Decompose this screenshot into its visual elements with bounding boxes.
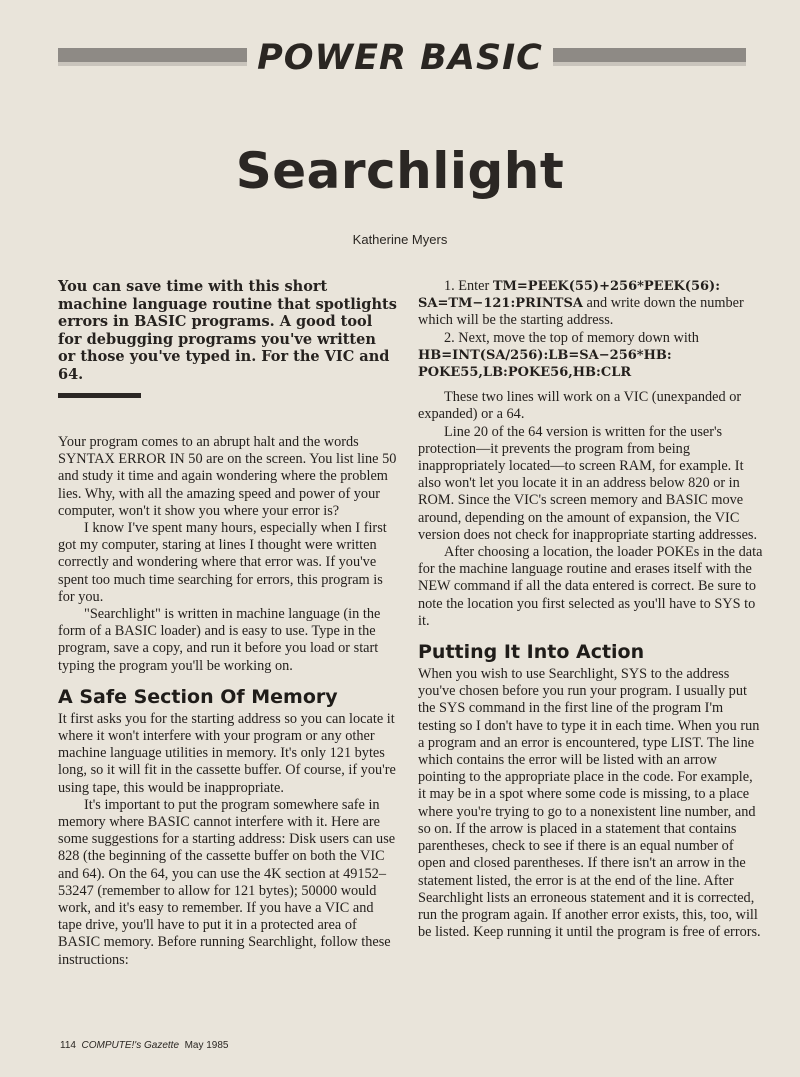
page-footer: [60, 1040, 229, 1051]
paragraph: Line 20 of the 64 version is written for the user's protection—it prevents the program from being inappropriately located—to screen RAM, for example. It also won't let you locate it in an address below 820 or in ROM. Since the VIC's screen memory and BASIC move around, depending on the amount of expansion, the VIC version does not check for inappropriate starting addresses.: [418, 423, 758, 543]
paragraph: Your program comes to an abrupt halt and the words SYNTAX ERROR IN 50 are on the screen. You list line 50 and study it time and again wondering where the problem lies. Why, with all the amazing speed and power of your computer, won't it show you where your error is?: [58, 434, 397, 519]
section-heading: POWER BASIC: [0, 38, 800, 78]
code-snippet: TM=PEEK(55)+256*PEEK(56):: [492, 279, 720, 294]
paragraph: These two lines will work on a VIC (unexpanded or expanded) or a 64.: [418, 389, 742, 423]
deck-rule: [58, 393, 141, 398]
author-byline: Katherine Myers: [352, 232, 448, 247]
paragraph: It's important to put the program somewhere safe in memory where BASIC cannot interfere with it. Here are some suggestions for a starting address: Disk users can use 828 (the beginning of the cassette buffer on both the VIC and 64). On the 64, you can use the 4K section at 49152–53247 (remember to allow for 121 bytes); 50000 would work, and it's easy to remember. If you have a VIC and tape drive, you'll have to put it in a protected area of BASIC memory. Before running Searchlight, follow these instructions:: [58, 796, 396, 968]
paragraph: I know I've spent many hours, especially when I first got my computer, staring at lines I thought were written correctly and wondering where that error was. If you've spent too much time searching for errors, this program is for you.: [58, 520, 387, 605]
deck-block: [58, 278, 398, 398]
paragraph: It first asks you for the starting address so you can locate it where it won't interfere with your program or any other machine language utilities in memory. It's only 121 bytes long, so it will fit in the cassette buffer. Of course, if you're using tape, this would be inappropriate.: [58, 710, 396, 796]
article-title: Searchlight: [235, 142, 565, 200]
magazine-name: COMPUTE!'s Gazette: [81, 1040, 180, 1051]
code-snippet: SA=TM−121:PRINTSA: [418, 296, 583, 312]
instruction-step-1: 1. Enter TM=PEEK(55)+256*PEEK(56): SA=TM−121:PRINTSA and write down the number which will be the starting address.: [418, 278, 744, 329]
left-column: [58, 434, 398, 969]
paragraph: When you wish to use Searchlight, SYS to the address you've chosen before you run your program. I usually put the SYS command in the first line of the program I'm testing so I don't have to type it in each time. When you run a program and an error is encountered, type LIST. The line which contains the error will be listed with an arrow pointing to the appropriate place in the code. For example, it may be in a spot where some code is missing, to a place where you're trying to go to a nonexistent line number, and so on. If the arrow is placed in a statement that contains parentheses, check to see if there is an equal number of open and closed parentheses. If there isn't an arrow in the statement listed, the error is at the end of the line. After Searchlight lists an erroneous statement and it is corrected, run the program again. If another error exists, this, too, will be listed. Keep running it until the program is free of errors.: [418, 666, 761, 941]
right-column: [418, 278, 763, 941]
instruction-step-2: 2. Next, move the top of memory down with HB=INT(SA/256):LB=SA−256*HB: POKE55,LB:POKE56,HB:CLR: [418, 329, 699, 381]
subheading-into-action: Putting It Into Action: [418, 641, 645, 664]
paragraph: "Searchlight" is written in machine language (in the form of a BASIC loader) and is easy to use. Type in the program, save a copy, and run it before you load or start typing the program you'll be working on.: [58, 606, 381, 674]
issue-date: May 1985: [184, 1040, 229, 1051]
page-number: 114: [60, 1040, 76, 1051]
code-snippet: HB=INT(SA/256):LB=SA−256*HB: POKE55,LB:POKE56,HB:CLR: [418, 347, 672, 381]
article-deck: You can save time with this short machine language routine that spotlights errors in BASIC programs. A good tool for debugging programs you've written or those you've typed in. For the VIC and 64.: [58, 278, 397, 383]
subheading-safe-memory: A Safe Section Of Memory: [58, 685, 338, 708]
paragraph: After choosing a location, the loader POKEs in the data for the machine language routine and erases itself with the NEW command if all the data entered is correct. Be sure to note the location you first selected as you'll have to SYS to it.: [418, 544, 763, 629]
